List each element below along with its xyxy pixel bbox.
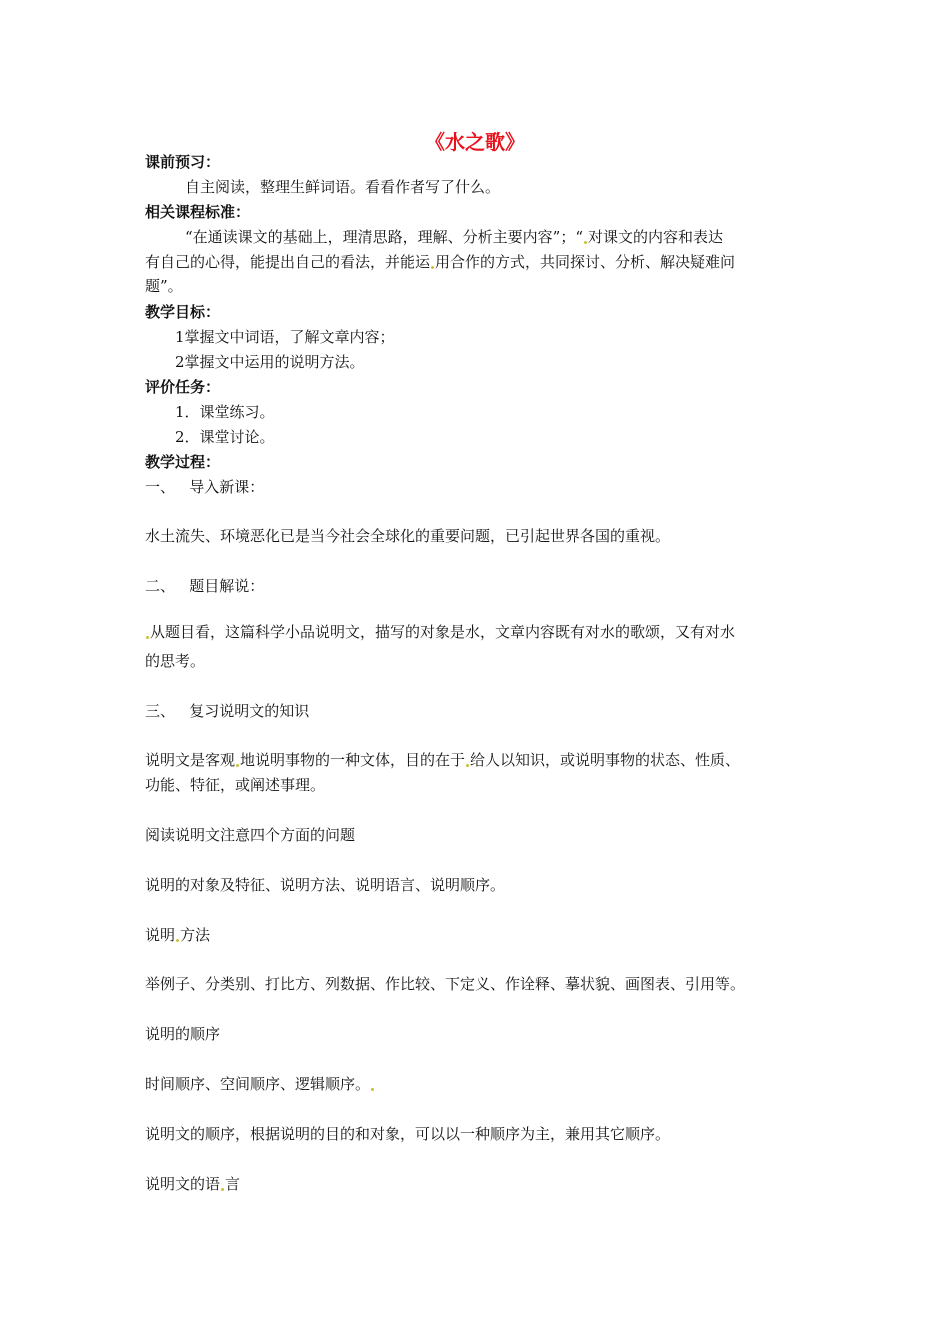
standard-line-2 xyxy=(145,252,735,272)
standard-line-2b: 用合作的方式，共同探讨、分析、解决疑难问 xyxy=(435,253,736,271)
paragraph-order-list xyxy=(145,1074,375,1094)
paragraph-definition-1 xyxy=(145,750,740,770)
mark-dot xyxy=(221,1188,224,1191)
paragraph-title-explain-2: 的思考。 xyxy=(145,652,206,670)
mark-dot xyxy=(146,636,149,639)
standard-line-2a: 有自己的心得，能提出自己的看法，并能运 xyxy=(145,253,431,271)
standard-heading: 相关课程标准： xyxy=(145,203,251,221)
preview-text: 自主阅读，整理生鲜词语。看看作者写了什么。 xyxy=(185,178,501,196)
paragraph-intro: 水土流失、环境恶化已是当今社会全球化的重要问题，已引起世界各国的重视。 xyxy=(145,527,671,545)
subheading-order: 说明的顺序 xyxy=(145,1025,221,1043)
mark-dot xyxy=(431,266,434,269)
mark-dot xyxy=(176,939,179,942)
paragraph-aspects-list: 说明的对象及特征、说明方法、说明语言、说明顺序。 xyxy=(145,876,506,894)
subheading-language xyxy=(145,1174,240,1194)
mark-dot xyxy=(584,241,587,244)
paragraph-four-aspects: 阅读说明文注意四个方面的问题 xyxy=(145,826,356,844)
standard-line-1a: “在通读课文的基础上，理清思路，理解、分析主要内容”；“ xyxy=(185,228,584,246)
standard-line-1b: 对课文的内容和表达 xyxy=(588,228,724,246)
paragraph-title-explain-1 xyxy=(145,622,735,642)
process-heading: 教学过程： xyxy=(145,453,221,471)
subheading-methods xyxy=(145,925,210,945)
goal-2: 2掌握文中运用的说明方法。 xyxy=(175,353,365,371)
task-1: 1．课堂练习。 xyxy=(175,403,275,421)
goals-heading: 教学目标： xyxy=(145,303,221,321)
standard-line-3: 题”。 xyxy=(145,277,183,295)
mark-dot xyxy=(466,764,469,767)
paragraph-order-list-text: 时间顺序、空间顺序、逻辑顺序。 xyxy=(145,1075,371,1093)
paragraph-definition-1c: 给人以知识，或说明事物的状态、性质、 xyxy=(470,751,741,769)
paragraph-definition-1b: 地说明事物的一种文体，目的在于 xyxy=(240,751,466,769)
subheading-language-b: 言 xyxy=(225,1175,241,1193)
paragraph-definition-1a: 说明文是客观 xyxy=(145,751,236,769)
task-2: 2．课堂讨论。 xyxy=(175,428,275,446)
standard-line-1 xyxy=(185,227,723,247)
mark-dot xyxy=(236,764,239,767)
section-3-heading: 三、 复习说明文的知识 xyxy=(145,702,310,720)
goal-1: 1掌握文中词语，了解文章内容； xyxy=(175,328,395,346)
section-2-heading: 二、 题目解说： xyxy=(145,577,265,595)
paragraph-definition-2: 功能、特征，或阐述事理。 xyxy=(145,776,326,794)
section-1-heading: 一、 导入新课： xyxy=(145,478,265,496)
subheading-methods-a: 说明 xyxy=(145,926,176,944)
document-title: 《水之歌》 xyxy=(425,130,525,154)
tasks-heading: 评价任务： xyxy=(145,378,221,396)
paragraph-title-explain-1-text: 从题目看，这篇科学小品说明文，描写的对象是水，文章内容既有对水的歌颂，又有对水 xyxy=(150,623,736,641)
subheading-language-a: 说明文的语 xyxy=(145,1175,221,1193)
paragraph-methods-list: 举例子、分类别、打比方、列数据、作比较、下定义、作诠释、摹状貌、画图表、引用等。 xyxy=(145,975,746,993)
mark-dot xyxy=(371,1088,374,1091)
preview-heading: 课前预习： xyxy=(145,153,221,171)
subheading-methods-b: 方法 xyxy=(180,926,211,944)
paragraph-order-explain: 说明文的顺序，根据说明的目的和对象，可以以一种顺序为主，兼用其它顺序。 xyxy=(145,1125,671,1143)
